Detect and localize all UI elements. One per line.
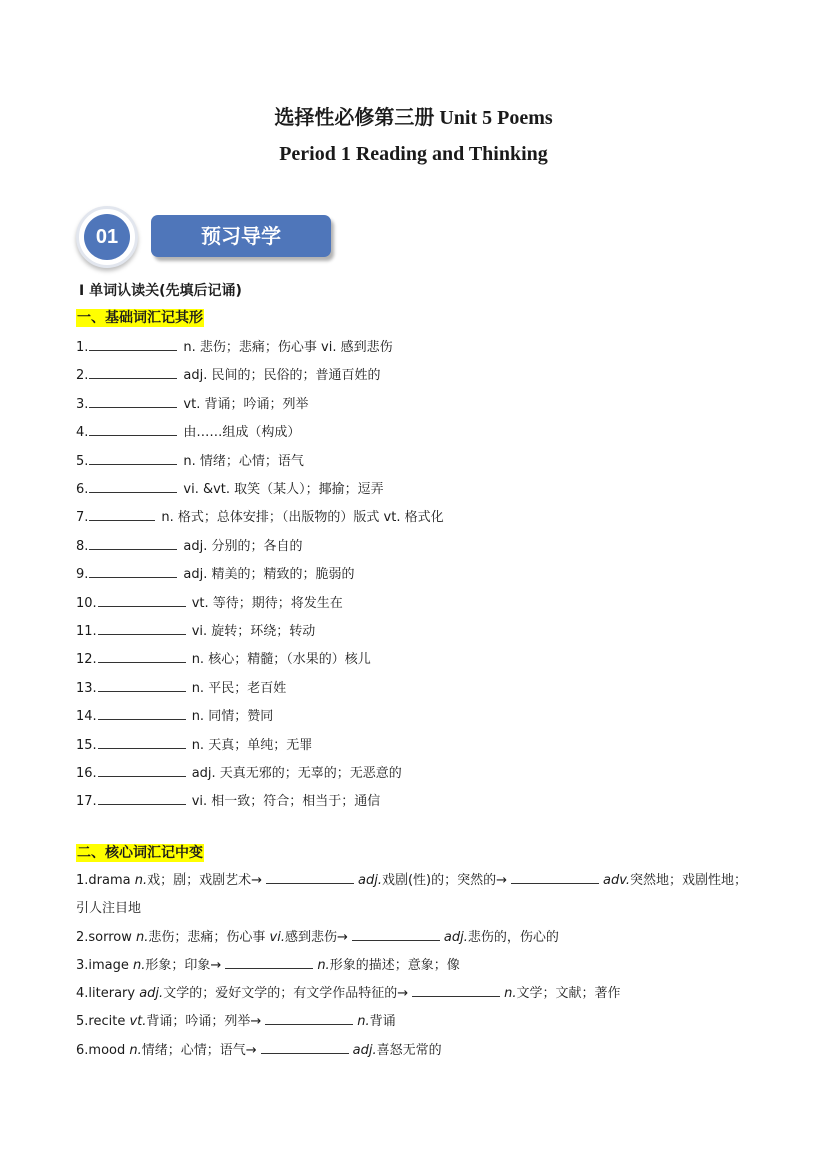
vocab-item: [76, 593, 343, 613]
part2-title: 二、核心词汇记中变: [77, 845, 203, 861]
pos-label: adv.: [603, 873, 631, 888]
vocab-item-definition: vi. &vt. 取笑（某人）；揶揄；逗弄: [183, 482, 384, 497]
item-text: 5.recite: [76, 1014, 130, 1029]
vocab-item-number: 5.: [76, 453, 89, 469]
vocab-item-number: 4.: [76, 425, 89, 441]
vocab-item: [76, 649, 371, 669]
item-text: 情绪；心情；语气→: [141, 1043, 257, 1058]
item-text: 悲伤；悲痛；伤心事: [148, 930, 270, 945]
pos-label: n.: [134, 873, 148, 888]
document-title: 选择性必修第三册 Unit 5 Poems: [274, 107, 553, 129]
derivation-item-2: [76, 924, 756, 952]
section-banner: [76, 206, 338, 270]
banner-label: 预习导学: [151, 215, 331, 257]
vocab-item-definition: adj. 分别的；各自的: [183, 538, 303, 554]
answer-blank[interactable]: [98, 791, 186, 805]
pos-label: adj.: [358, 873, 382, 888]
answer-blank[interactable]: [89, 337, 177, 351]
pos-label: n.: [129, 1043, 142, 1058]
vocab-item: [76, 678, 286, 698]
answer-blank[interactable]: [352, 927, 440, 941]
pos-label: n.: [317, 958, 330, 973]
item-text: 3.image: [76, 958, 134, 973]
vocab-item-number: 7.: [76, 510, 89, 526]
vocab-item-definition: vt. 等待；期待；将发生在: [191, 595, 343, 611]
vocab-item-number: 11.: [76, 624, 97, 639]
vocab-item-definition: n. 同情；赞同: [191, 709, 274, 725]
pos-label: n.: [133, 958, 146, 973]
pos-label: vt.: [129, 1014, 147, 1029]
vocab-item-number: 6.: [76, 482, 89, 497]
answer-blank[interactable]: [89, 564, 177, 578]
pos-label: n.: [357, 1014, 370, 1029]
item-text: 感到悲伤→: [284, 930, 348, 945]
answer-blank[interactable]: [89, 365, 177, 379]
item-text: 2.sorrow: [76, 930, 137, 945]
banner-number: 01: [84, 214, 130, 260]
vocab-item-definition: adj. 精美的；精致的；脆弱的: [183, 567, 355, 583]
vocab-item-definition: vi. 旋转；环绕；转动: [191, 624, 316, 639]
vocab-item: [76, 365, 381, 385]
section-heading: Ⅰ 单词认读关(先填后记诵): [79, 283, 242, 299]
answer-blank[interactable]: [89, 536, 177, 550]
derivation-item-4: [76, 980, 756, 1008]
item-text: 戏；剧；戏剧艺术→: [147, 873, 263, 888]
vocab-item: [76, 479, 384, 499]
answer-blank[interactable]: [98, 678, 186, 692]
vocab-item: [76, 536, 303, 556]
vocab-item: [76, 735, 312, 755]
vocab-item-definition: n. 平民；老百姓: [191, 680, 287, 696]
derivation-item-6: [76, 1037, 756, 1065]
vocab-item-definition: vi. 相一致；符合；相当于；通信: [191, 794, 381, 810]
pos-label: n.: [136, 930, 149, 945]
answer-blank[interactable]: [98, 621, 186, 635]
answer-blank[interactable]: [89, 422, 177, 436]
vocab-item: [76, 394, 308, 414]
pos-label: adj.: [443, 930, 468, 945]
vocab-item-number: 13.: [76, 680, 97, 696]
vocab-item-definition: n. 天真；单纯；无罪: [191, 737, 313, 753]
answer-blank[interactable]: [89, 451, 177, 465]
vocab-item: [76, 422, 300, 442]
vocab-item-number: 15.: [76, 737, 97, 753]
vocab-item: [76, 451, 304, 471]
item-text: 4.literary: [76, 986, 140, 1001]
vocab-item-definition: n. 格式；总体安排；（出版物的）版式 vt. 格式化: [161, 510, 444, 526]
item-text: 戏剧(性)的；突然的→: [381, 873, 508, 888]
document-subtitle: Period 1 Reading and Thinking: [279, 143, 548, 165]
answer-blank[interactable]: [511, 870, 599, 884]
pos-label: n.: [504, 986, 517, 1001]
pos-label: adj.: [352, 1043, 377, 1058]
answer-blank[interactable]: [98, 735, 186, 749]
pos-label: adj.: [139, 986, 164, 1001]
derivation-item-5: [76, 1008, 756, 1036]
item-text: 背诵；吟诵；列举→: [146, 1014, 262, 1029]
vocab-item: [76, 337, 393, 357]
vocab-item: [76, 507, 444, 527]
answer-blank[interactable]: [89, 394, 177, 408]
banner-number-badge: [76, 206, 138, 268]
vocab-item-number: 14.: [76, 709, 97, 725]
vocab-item-number: 9.: [76, 567, 89, 583]
derivation-item-1: [76, 867, 756, 923]
answer-blank[interactable]: [98, 763, 186, 777]
answer-blank[interactable]: [98, 593, 186, 607]
vocab-item: [76, 791, 380, 811]
vocab-item-number: 8.: [76, 538, 89, 554]
item-text: 6.mood: [76, 1043, 130, 1058]
derivation-item-3: [76, 952, 756, 980]
vocab-item-number: 2.: [76, 368, 89, 384]
vocab-item: [76, 706, 273, 726]
vocab-item-definition: n. 悲伤；悲痛；伤心事 vi. 感到悲伤: [183, 340, 393, 355]
vocab-item-definition: n. 情绪；心情；语气: [183, 453, 304, 469]
answer-blank[interactable]: [412, 983, 500, 997]
vocab-item-definition: adj. 民间的；民俗的；普通百姓的: [183, 368, 381, 384]
vocab-item-number: 12.: [76, 652, 97, 668]
item-text: 形象的描述；意象；像: [329, 958, 460, 973]
item-text: 文学；文献；著作: [516, 986, 621, 1001]
answer-blank[interactable]: [89, 507, 155, 521]
answer-blank[interactable]: [265, 1011, 353, 1025]
vocab-item: [76, 564, 355, 584]
vocab-item: [76, 621, 315, 641]
part1-title: 一、基础词汇记其形: [77, 310, 203, 326]
item-text: 喜怒无常的: [376, 1043, 442, 1058]
vocab-item: [76, 763, 402, 783]
vocab-item-definition: n. 核心；精髓；（水果的）核儿: [191, 652, 371, 668]
item-text: 形象；印象→: [145, 958, 222, 973]
item-text: 文学的；爱好文学的；有文学作品特征的→: [163, 986, 409, 1001]
answer-blank[interactable]: [266, 870, 354, 884]
vocab-item-number: 3.: [76, 396, 89, 412]
item-text: 背诵: [369, 1014, 396, 1029]
vocab-item-number: 17.: [76, 794, 97, 810]
pos-label: vi.: [269, 930, 285, 945]
answer-blank[interactable]: [98, 649, 186, 663]
item-text: 突然地；戏剧性地；引人注目地: [76, 873, 748, 916]
vocab-item-definition: vt. 背诵；吟诵；列举: [183, 396, 309, 412]
vocab-item-number: 16.: [76, 766, 97, 781]
vocab-item-number: 1.: [76, 340, 89, 355]
answer-blank[interactable]: [98, 706, 186, 720]
answer-blank[interactable]: [89, 479, 177, 493]
item-text: 悲伤的，伤心的: [467, 930, 559, 945]
item-text: 1.drama: [76, 873, 135, 888]
vocab-item-number: 10.: [76, 595, 97, 611]
answer-blank[interactable]: [261, 1040, 349, 1054]
vocab-item-definition: adj. 天真无邪的；无辜的；无恶意的: [191, 766, 402, 781]
vocab-item-definition: 由……组成（构成）: [183, 425, 301, 441]
answer-blank[interactable]: [225, 955, 313, 969]
